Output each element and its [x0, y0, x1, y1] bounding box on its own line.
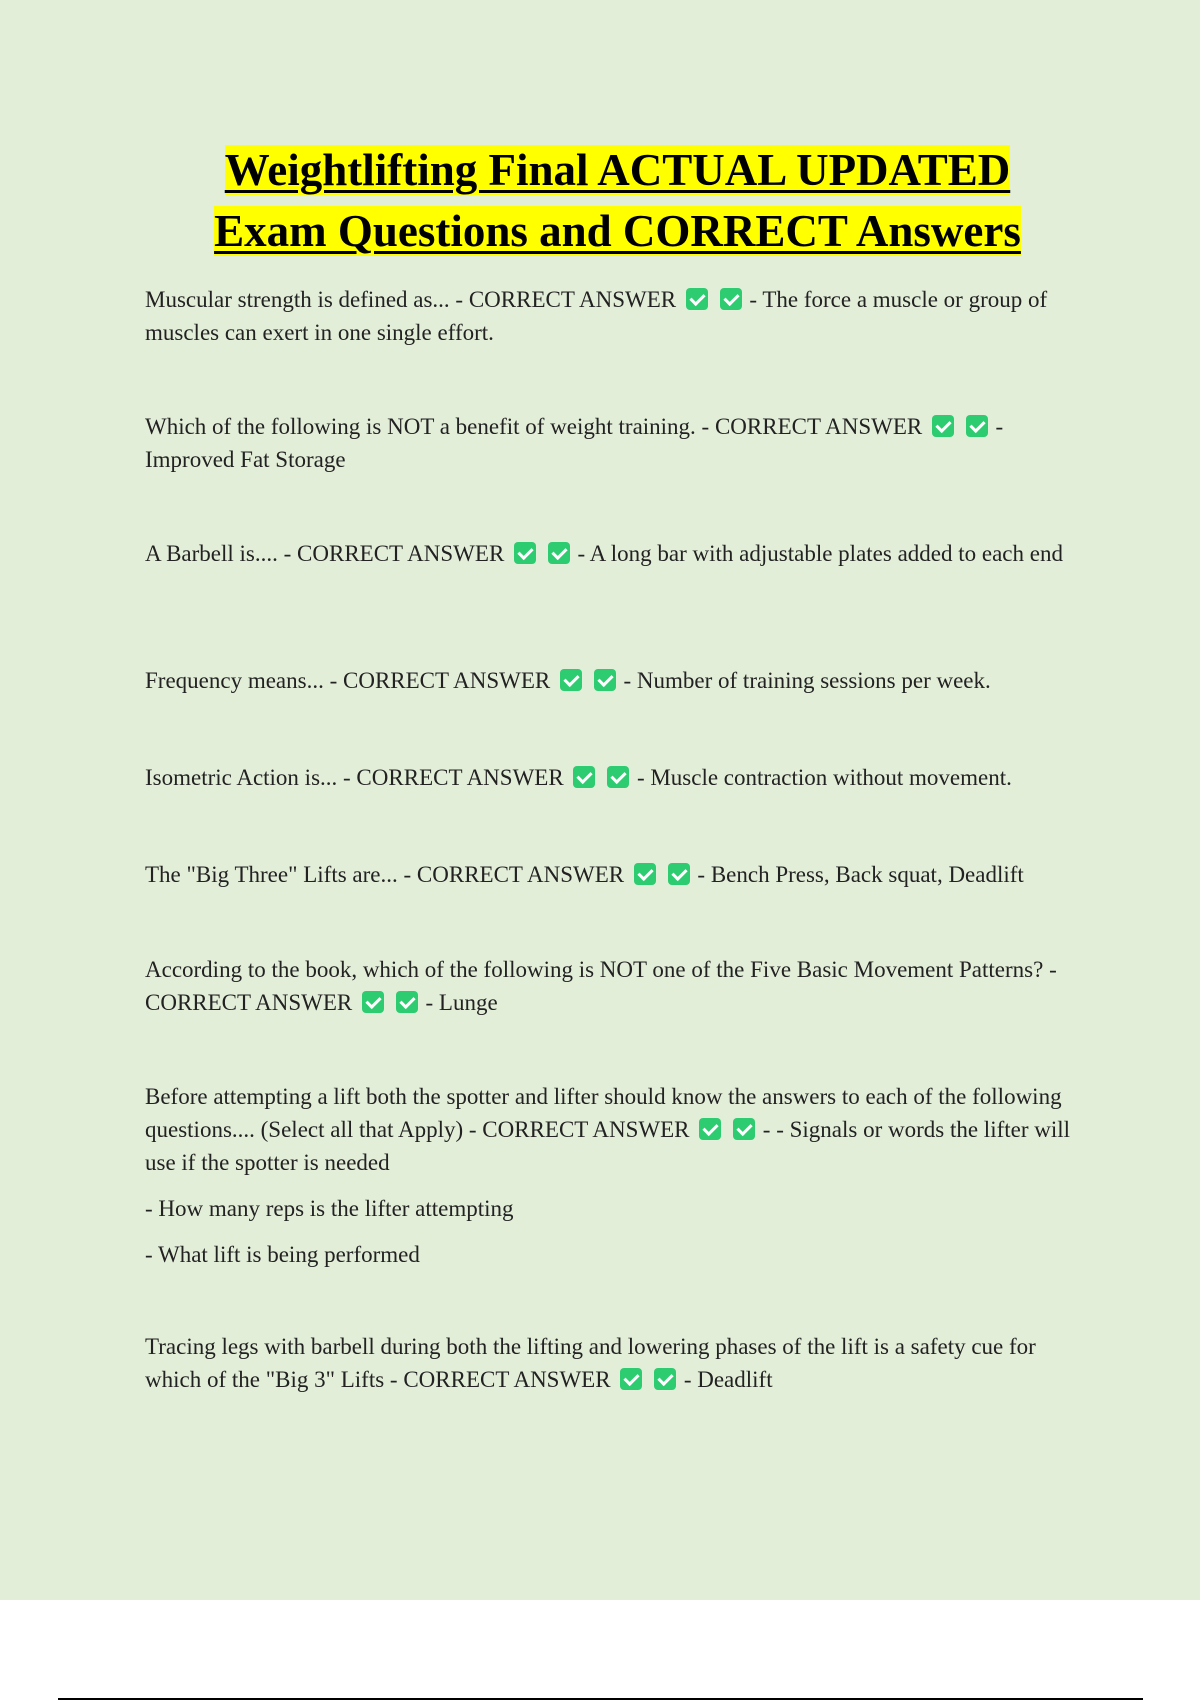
check-icon — [733, 1118, 755, 1140]
answer-text: - The force a muscle or group of muscles can exert in one single effort. — [145, 287, 1048, 345]
check-icon — [720, 288, 742, 310]
check-icon — [548, 542, 570, 564]
question-text: A Barbell is.... - CORRECT ANSWER — [145, 541, 505, 566]
qa-item-7 — [145, 953, 1095, 1019]
question-text: Muscular strength is defined as... - CORRECT ANSWER — [145, 287, 677, 312]
qa-item-5 — [145, 761, 1095, 794]
check-icon — [654, 1368, 676, 1390]
qa-item-3 — [145, 537, 1095, 570]
answer-text: - Deadlift — [683, 1367, 773, 1392]
question-text: The "Big Three" Lifts are... - CORRECT ANSWER — [145, 862, 625, 887]
check-icon — [634, 863, 656, 885]
answer-text: - - Signals or words the lifter will use if the spotter is needed — [145, 1117, 1071, 1175]
title-line-1: Weightlifting Final ACTUAL UPDATED — [224, 145, 1011, 195]
question-text: Before attempting a lift both the spotter and lifter should know the answers to each of the following questions.... (Select all that Apply) - CORRECT ANSWER — [145, 1084, 1062, 1142]
qa-item-1 — [145, 283, 1095, 349]
check-icon — [607, 766, 629, 788]
answer-text: - Improved Fat Storage — [145, 414, 1004, 472]
question-text: Isometric Action is... - CORRECT ANSWER — [145, 765, 564, 790]
title-line-2: Exam Questions and CORRECT Answers — [214, 206, 1021, 256]
answer-text: - Muscle contraction without movement. — [636, 765, 1012, 790]
check-icon — [699, 1118, 721, 1140]
check-icon — [594, 669, 616, 691]
check-icon — [668, 863, 690, 885]
check-icon — [686, 288, 708, 310]
check-icon — [932, 415, 954, 437]
answer-text: - Lunge — [425, 990, 498, 1015]
answer-text: - Number of training sessions per week. — [623, 668, 991, 693]
question-text: Frequency means... - CORRECT ANSWER — [145, 668, 551, 693]
answer-extra-line: - How many reps is the lifter attempting — [145, 1196, 514, 1221]
qa-item-9 — [145, 1330, 1095, 1396]
check-icon — [966, 415, 988, 437]
answer-text: - Bench Press, Back squat, Deadlift — [697, 862, 1024, 887]
qa-item-4 — [145, 664, 1095, 697]
check-icon — [514, 542, 536, 564]
qa-item-8 — [145, 1080, 1095, 1271]
check-icon — [573, 766, 595, 788]
check-icon — [620, 1368, 642, 1390]
qa-item-6 — [145, 858, 1095, 891]
document-title — [80, 140, 1155, 262]
qa-item-2 — [145, 410, 1095, 476]
answer-extra-line: - What lift is being performed — [145, 1242, 420, 1267]
check-icon — [362, 991, 384, 1013]
answer-text: - A long bar with adjustable plates added to each end — [577, 541, 1063, 566]
question-text: Tracing legs with barbell during both the lifting and lowering phases of the lift is a safety cue for which of the "Big 3" Lifts - CORRECT ANSWER — [145, 1334, 1036, 1392]
question-text: Which of the following is NOT a benefit of weight training. - CORRECT ANSWER — [145, 414, 923, 439]
check-icon — [396, 991, 418, 1013]
check-icon — [560, 669, 582, 691]
question-text: According to the book, which of the following is NOT one of the Five Basic Movement Patterns? - CORRECT ANSWER — [145, 957, 1057, 1015]
